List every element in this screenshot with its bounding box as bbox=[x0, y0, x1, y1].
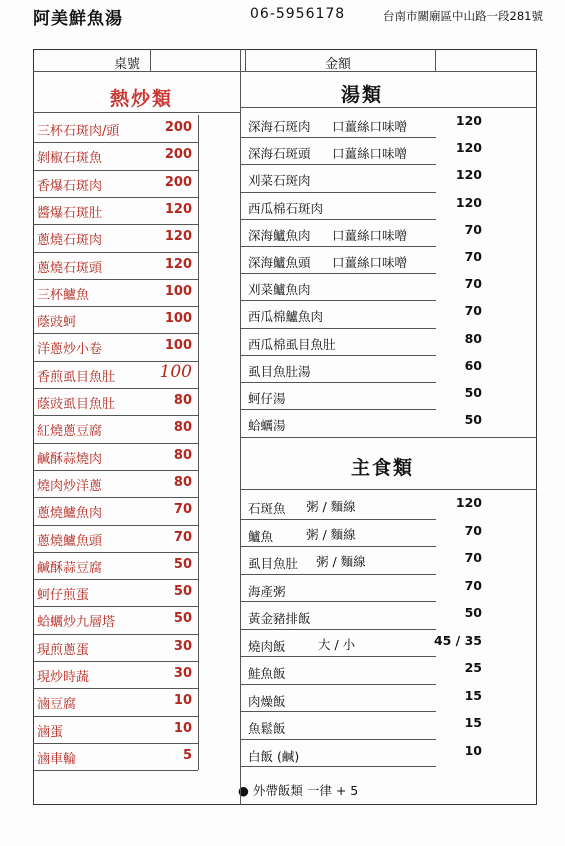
item-row-line bbox=[33, 197, 198, 198]
section-line bbox=[240, 489, 537, 490]
item-row-line bbox=[240, 629, 436, 630]
soup-item-name: 蚵仔湯 bbox=[248, 391, 286, 406]
item-row-line bbox=[33, 388, 198, 389]
staple-item-name: 黃金豬排飯 bbox=[248, 611, 311, 626]
soup-item-name: 西瓜棉鱸魚肉 bbox=[248, 309, 324, 325]
item-row-line bbox=[33, 224, 198, 225]
staple-item-price: 15 bbox=[464, 687, 482, 703]
soup-item-price: 120 bbox=[455, 113, 482, 128]
item-row-line bbox=[240, 409, 436, 410]
soup-item-name: 深海石斑肉 bbox=[248, 119, 311, 134]
stir-fry-item-price: 80 bbox=[173, 393, 192, 408]
item-row-line bbox=[33, 634, 198, 635]
item-row-line bbox=[33, 661, 198, 662]
item-row-line bbox=[33, 497, 198, 498]
staple-section-title: 主食類 bbox=[351, 457, 415, 479]
header-divider bbox=[150, 49, 151, 71]
item-row-line bbox=[240, 711, 436, 712]
takeout-footnote: ● 外帶飯類 一律 + 5 bbox=[238, 783, 359, 798]
stir-fry-item-price: 80 bbox=[173, 447, 192, 463]
staple-item-name: 虱目魚肚 bbox=[248, 556, 299, 571]
item-row-line bbox=[33, 552, 198, 553]
item-row-line bbox=[33, 443, 198, 444]
stir-fry-item-name: 蔥燒鱸魚肉 bbox=[37, 506, 103, 522]
soup-item-price: 50 bbox=[464, 412, 482, 428]
staple-item-price: 50 bbox=[464, 605, 482, 620]
item-row-line bbox=[240, 382, 436, 383]
staple-item-price: 70 bbox=[464, 550, 482, 565]
header-divider bbox=[435, 49, 436, 71]
stir-fry-item-price: 100 bbox=[164, 283, 192, 299]
soup-item-price: 120 bbox=[455, 167, 482, 183]
staple-item-name: 白飯 (鹹) bbox=[248, 748, 300, 764]
staple-item-price: 15 bbox=[464, 715, 482, 730]
item-row-line bbox=[33, 525, 198, 526]
item-row-line bbox=[33, 770, 198, 771]
stir-fry-item-price: 70 bbox=[173, 529, 192, 545]
soup-item-option: 口薑絲口味噌 bbox=[332, 146, 408, 162]
staple-item-price: 45 / 35 bbox=[433, 632, 482, 648]
stir-fry-item-name: 滷車輪 bbox=[37, 751, 77, 767]
soup-item-price: 60 bbox=[464, 357, 482, 373]
item-row-line bbox=[240, 164, 436, 165]
stir-fry-item-name: 三杯鱸魚 bbox=[37, 287, 90, 303]
stir-fry-item-name: 現炒時蔬 bbox=[37, 670, 90, 685]
item-row-line bbox=[33, 606, 198, 607]
staple-item-name: 燒肉飯 bbox=[248, 638, 286, 654]
staple-item-name: 肉燥飯 bbox=[248, 693, 286, 709]
stir-fry-item-price: 70 bbox=[173, 502, 192, 518]
stir-fry-item-name: 蔭豉蚵 bbox=[37, 315, 77, 331]
soup-item-price: 50 bbox=[464, 385, 482, 400]
stir-fry-item-name: 蚵仔煎蛋 bbox=[37, 588, 90, 604]
item-row-line bbox=[240, 246, 436, 247]
soup-item-name: 刈菜石斑肉 bbox=[248, 173, 311, 189]
stir-fry-item-price: 50 bbox=[173, 584, 192, 600]
item-row-line bbox=[240, 656, 436, 657]
stir-fry-item-name: 燒肉炒洋蔥 bbox=[37, 478, 103, 494]
staple-item-name: 鱸魚 bbox=[248, 528, 274, 544]
item-row-line bbox=[240, 766, 436, 767]
stir-fry-item-name: 現煎蔥蛋 bbox=[37, 642, 90, 658]
item-row-line bbox=[240, 684, 436, 685]
item-row-line bbox=[33, 170, 198, 171]
stir-fry-item-name: 三杯石斑肉/頭 bbox=[37, 124, 120, 139]
staple-item-name: 石斑魚 bbox=[248, 501, 286, 516]
staple-item-name: 海產粥 bbox=[248, 583, 286, 599]
stir-fry-item-name: 滷豆腐 bbox=[37, 697, 77, 713]
stir-fry-item-price: 5 bbox=[182, 747, 192, 763]
item-row-line bbox=[240, 355, 436, 356]
stir-fry-item-price: 80 bbox=[173, 474, 192, 490]
stir-fry-item-name: 蔥燒石斑肉 bbox=[37, 233, 103, 249]
item-row-line bbox=[33, 716, 198, 717]
soup-item-name: 深海石斑頭 bbox=[248, 146, 311, 162]
stir-fry-item-name: 香煎虱目魚肚 bbox=[37, 369, 116, 385]
item-row-line bbox=[33, 252, 198, 253]
staple-item-name: 鮭魚飯 bbox=[248, 666, 286, 681]
soup-item-option: 口薑絲口味噌 bbox=[332, 119, 408, 134]
soup-item-price: 70 bbox=[464, 221, 482, 237]
soup-item-option: 口薑絲口味噌 bbox=[332, 255, 408, 270]
stir-fry-item-price: 100 bbox=[159, 361, 192, 382]
item-row-line bbox=[33, 470, 198, 471]
item-row-line bbox=[33, 579, 198, 580]
stir-fry-item-name: 洋蔥炒小卷 bbox=[37, 342, 103, 358]
soup-item-name: 蛤蠣湯 bbox=[248, 418, 286, 434]
soup-item-name: 深海鱸魚肉 bbox=[248, 227, 311, 243]
soup-item-price: 80 bbox=[464, 330, 482, 346]
section-line bbox=[240, 437, 537, 438]
soup-item-price: 70 bbox=[464, 276, 482, 292]
item-row-line bbox=[33, 142, 198, 143]
staple-item-price: 25 bbox=[464, 660, 482, 675]
stir-fry-item-price: 30 bbox=[173, 666, 192, 681]
staple-item-price: 120 bbox=[455, 495, 482, 510]
item-row-line bbox=[33, 743, 198, 744]
stir-fry-item-name: 蔭豉虱目魚肚 bbox=[37, 397, 116, 412]
section-line bbox=[240, 107, 537, 108]
column-divider bbox=[240, 49, 241, 805]
stir-fry-item-price: 200 bbox=[164, 147, 192, 163]
stir-fry-section-title: 熱炒類 bbox=[110, 88, 174, 110]
item-row-line bbox=[33, 333, 198, 334]
section-line bbox=[33, 112, 240, 113]
soup-item-price: 70 bbox=[464, 303, 482, 319]
stir-fry-item-name: 紅燒蔥豆腐 bbox=[37, 424, 103, 440]
soup-item-option: 口薑絲口味噌 bbox=[332, 227, 408, 243]
stir-fry-item-price: 200 bbox=[164, 174, 192, 190]
stir-fry-item-price: 10 bbox=[173, 693, 192, 709]
stir-fry-item-price: 50 bbox=[173, 611, 192, 627]
stir-fry-item-price: 200 bbox=[164, 120, 192, 135]
stir-fry-item-name: 醬爆石斑肚 bbox=[37, 205, 103, 221]
stir-fry-item-name: 剝椒石斑魚 bbox=[37, 151, 103, 167]
soup-item-name: 深海鱸魚頭 bbox=[248, 255, 311, 270]
staple-item-price: 10 bbox=[464, 742, 482, 758]
stir-fry-item-price: 50 bbox=[173, 556, 192, 572]
staple-item-option: 粥 / 麵線 bbox=[306, 499, 356, 514]
header-divider bbox=[245, 49, 246, 71]
soup-section-title: 湯類 bbox=[341, 84, 384, 106]
item-row-line bbox=[33, 306, 198, 307]
item-row-line bbox=[240, 519, 436, 520]
stir-fry-item-name: 蔥燒石斑頭 bbox=[37, 260, 103, 276]
soup-item-price: 120 bbox=[455, 140, 482, 156]
soup-item-name: 西瓜棉虱目魚肚 bbox=[248, 336, 336, 352]
stir-fry-item-price: 100 bbox=[164, 311, 192, 327]
phone-number: 06-5956178 bbox=[250, 6, 346, 22]
stir-fry-item-name: 蔥燒鱸魚頭 bbox=[37, 533, 103, 549]
price-column-divider bbox=[198, 115, 199, 770]
soup-item-name: 刈菜鱸魚肉 bbox=[248, 282, 311, 298]
stir-fry-item-price: 120 bbox=[164, 256, 192, 272]
table-number-label: 桌號 bbox=[114, 57, 141, 72]
staple-item-option: 大 / 小 bbox=[318, 636, 356, 652]
soup-item-name: 西瓜棉石斑肉 bbox=[248, 200, 324, 216]
staple-item-price: 70 bbox=[464, 577, 482, 593]
item-row-line bbox=[240, 273, 436, 274]
restaurant-address: 台南市關廟區中山路一段281號 bbox=[383, 9, 543, 23]
stir-fry-item-price: 80 bbox=[173, 420, 192, 436]
restaurant-name: 阿美鮮魚湯 bbox=[33, 9, 123, 29]
staple-item-option: 粥 / 麵線 bbox=[316, 554, 366, 569]
item-row-line bbox=[240, 219, 436, 220]
stir-fry-item-name: 香爆石斑肉 bbox=[37, 178, 103, 194]
stir-fry-item-price: 30 bbox=[173, 638, 192, 654]
item-row-line bbox=[33, 279, 198, 280]
staple-item-price: 70 bbox=[464, 522, 482, 538]
stir-fry-item-price: 10 bbox=[173, 720, 192, 736]
stir-fry-item-price: 100 bbox=[164, 338, 192, 354]
stir-fry-item-name: 滷蛋 bbox=[37, 724, 64, 740]
item-row-line bbox=[240, 192, 436, 193]
stir-fry-item-name: 蛤蠣炒九層塔 bbox=[37, 615, 116, 631]
item-row-line bbox=[240, 601, 436, 602]
item-row-line bbox=[240, 574, 436, 575]
staple-item-option: 粥 / 麵線 bbox=[306, 526, 356, 542]
item-row-line bbox=[33, 688, 198, 689]
soup-item-name: 虱目魚肚湯 bbox=[248, 363, 311, 379]
item-row-line bbox=[240, 739, 436, 740]
item-row-line bbox=[33, 415, 198, 416]
item-row-line bbox=[240, 137, 436, 138]
soup-item-price: 120 bbox=[455, 194, 482, 210]
item-row-line bbox=[240, 328, 436, 329]
soup-item-price: 70 bbox=[464, 249, 482, 264]
staple-item-name: 魚鬆飯 bbox=[248, 721, 286, 736]
stir-fry-item-name: 鹹酥蒜燒肉 bbox=[37, 451, 103, 467]
item-row-line bbox=[240, 300, 436, 301]
amount-label: 金額 bbox=[325, 57, 352, 72]
stir-fry-item-price: 120 bbox=[164, 201, 192, 217]
stir-fry-item-name: 鹹酥蒜豆腐 bbox=[37, 560, 103, 576]
item-row-line bbox=[240, 546, 436, 547]
header-row-line bbox=[33, 71, 537, 72]
stir-fry-item-price: 120 bbox=[164, 229, 192, 245]
